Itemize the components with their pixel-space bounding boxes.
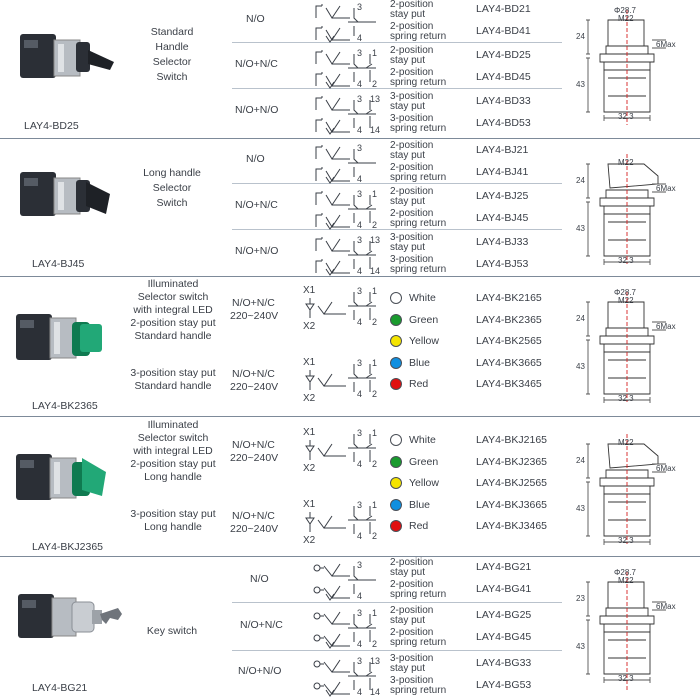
dim-diameter: Φ28.7 bbox=[614, 568, 636, 577]
model-number[interactable]: LAY4-BKJ3665 bbox=[476, 498, 548, 511]
terminal-number: 4 bbox=[357, 687, 363, 697]
contact-type: N/O+N/C bbox=[235, 199, 278, 211]
voltage: 220~240V bbox=[230, 452, 279, 464]
dim-diameter: Φ28.7 bbox=[614, 288, 636, 297]
dim-width: 32.3 bbox=[618, 674, 634, 683]
dim-width: 32.3 bbox=[618, 256, 634, 265]
description-line: Key switch bbox=[146, 625, 198, 637]
terminal-number: 3 bbox=[357, 189, 363, 199]
model-number[interactable]: LAY4-BJ33 bbox=[476, 236, 529, 248]
contact-type: N/O+N/C bbox=[232, 510, 275, 522]
description-line: Standard handle bbox=[134, 330, 212, 342]
dimension-drawing bbox=[574, 148, 694, 268]
led-color-swatch bbox=[390, 335, 402, 347]
contact-type: N/O+N/C bbox=[232, 439, 275, 451]
led-color-swatch bbox=[390, 292, 402, 304]
contact-type: N/O+N/C bbox=[232, 297, 275, 309]
dim-height-head: 24 bbox=[576, 314, 585, 323]
contact-diagram bbox=[346, 145, 380, 181]
terminal-number: 4 bbox=[357, 33, 363, 43]
dimension-drawing bbox=[574, 566, 694, 694]
illuminated-long-handle-selector-image bbox=[12, 432, 112, 532]
terminal-x2: X2 bbox=[303, 463, 316, 474]
led-color-swatch bbox=[390, 477, 402, 489]
position-type: stay put bbox=[390, 55, 426, 66]
position-type: stay put bbox=[390, 567, 426, 578]
terminal-number: 13 bbox=[370, 235, 381, 245]
dim-height-body: 43 bbox=[576, 224, 585, 233]
section-divider bbox=[0, 138, 700, 139]
position-type: stay put bbox=[390, 101, 426, 112]
dim-height-head: 24 bbox=[576, 176, 585, 185]
position-type: 2-position bbox=[390, 208, 434, 219]
description-line: Selector bbox=[152, 56, 192, 68]
position-type: spring return bbox=[390, 264, 447, 275]
terminal-number: 2 bbox=[372, 220, 378, 230]
dim-height-head: 24 bbox=[576, 456, 585, 465]
contact-type: N/O+N/O bbox=[238, 665, 282, 677]
position-type: stay put bbox=[390, 150, 426, 161]
terminal-number: 3 bbox=[357, 656, 363, 666]
terminal-x1: X1 bbox=[303, 427, 316, 438]
dim-width: 32.3 bbox=[618, 112, 634, 121]
terminal-number: 1 bbox=[372, 286, 378, 296]
description-line: Long handle bbox=[144, 521, 202, 533]
terminal-number: 13 bbox=[370, 656, 381, 666]
contact-type: N/O+N/C bbox=[235, 58, 278, 70]
dim-height-body: 43 bbox=[576, 362, 585, 371]
led-color-label: Red bbox=[409, 520, 429, 532]
terminal-number: 2 bbox=[372, 531, 378, 541]
dim-height-head: 23 bbox=[576, 594, 585, 603]
position-type: 2-position bbox=[390, 67, 434, 78]
standard-selector-switch-image bbox=[14, 12, 114, 107]
led-color-label: Green bbox=[409, 313, 439, 326]
position-type: spring return bbox=[390, 685, 447, 696]
led-color-label: Green bbox=[409, 455, 439, 468]
model-number[interactable]: LAY4-BKJ2365 bbox=[476, 455, 548, 468]
voltage: 220~240V bbox=[230, 381, 279, 393]
contact-type: N/O bbox=[246, 13, 265, 25]
led-color-label: White bbox=[409, 434, 436, 446]
dim-height-body: 43 bbox=[576, 80, 585, 89]
description-line: with integral LED bbox=[133, 445, 213, 457]
model-number[interactable]: LAY4-BJ45 bbox=[476, 212, 529, 224]
model-number[interactable]: LAY4-BKJ2565 bbox=[476, 477, 548, 489]
model-number[interactable]: LAY4-BK3465 bbox=[476, 378, 542, 390]
model-number[interactable]: LAY4-BG33 bbox=[476, 657, 532, 669]
model-number[interactable]: LAY4-BD41 bbox=[476, 25, 531, 37]
product-code: LAY4-BG21 bbox=[32, 682, 88, 694]
position-type: spring return bbox=[390, 77, 447, 88]
position-type: spring return bbox=[390, 218, 447, 229]
model-number[interactable]: LAY4-BJ41 bbox=[476, 166, 529, 178]
terminal-x1: X1 bbox=[303, 499, 316, 510]
terminal-number: 4 bbox=[357, 459, 363, 469]
dim-thread: M22 bbox=[618, 438, 634, 447]
position-type: 2-position bbox=[390, 21, 434, 32]
position-type: 2-position bbox=[390, 627, 434, 638]
position-type: 3-position bbox=[390, 113, 434, 124]
position-type: 2-position bbox=[390, 605, 434, 616]
description-line: 2-position stay put bbox=[130, 317, 216, 329]
position-type: stay put bbox=[390, 663, 426, 674]
led-color-swatch bbox=[390, 499, 402, 511]
model-number[interactable]: LAY4-BD45 bbox=[476, 71, 531, 83]
model-number[interactable]: LAY4-BJ53 bbox=[476, 258, 529, 270]
terminal-x2: X2 bbox=[303, 393, 316, 404]
position-type: stay put bbox=[390, 615, 426, 626]
led-color-swatch bbox=[390, 314, 402, 326]
terminal-number: 1 bbox=[372, 500, 378, 510]
dim-thread: M22 bbox=[618, 296, 634, 305]
led-color-swatch bbox=[390, 378, 402, 390]
dim-panel-max: 6Max bbox=[656, 464, 676, 473]
led-color-label: Blue bbox=[409, 356, 431, 369]
terminal-number: 4 bbox=[357, 531, 363, 541]
terminal-number: 4 bbox=[357, 125, 363, 135]
description-line: 3-position stay put bbox=[130, 508, 216, 520]
product-code: LAY4-BD25 bbox=[24, 120, 79, 132]
terminal-number: 3 bbox=[357, 428, 363, 438]
terminal-number: 2 bbox=[372, 79, 378, 89]
position-type: stay put bbox=[390, 242, 426, 253]
terminal-number: 3 bbox=[357, 560, 363, 570]
position-type: 2-position bbox=[390, 0, 434, 10]
dim-width: 32.3 bbox=[618, 394, 634, 403]
position-type: 3-position bbox=[390, 653, 434, 664]
product-code: LAY4-BK2365 bbox=[32, 400, 98, 412]
terminal-number: 3 bbox=[357, 2, 363, 12]
position-type: 3-position bbox=[390, 91, 434, 102]
position-type: 3-position bbox=[390, 232, 434, 243]
terminal-number: 14 bbox=[370, 687, 381, 697]
contact-type: N/O+N/C bbox=[240, 619, 283, 631]
model-number[interactable]: LAY4-BD53 bbox=[476, 117, 531, 129]
dim-diameter: Φ28.7 bbox=[614, 6, 636, 15]
position-type: stay put bbox=[390, 9, 426, 20]
contact-type: N/O bbox=[246, 153, 265, 165]
model-number[interactable]: LAY4-BG53 bbox=[476, 679, 532, 691]
terminal-number: 3 bbox=[357, 286, 363, 296]
dim-thread: M22 bbox=[618, 576, 634, 585]
terminal-number: 3 bbox=[357, 94, 363, 104]
contact-type: N/O+N/O bbox=[235, 245, 279, 257]
position-type: 3-position bbox=[390, 254, 434, 265]
illuminated-selector-switch-image bbox=[12, 292, 112, 392]
model-number[interactable]: LAY4-BK2165 bbox=[476, 292, 542, 304]
contact-type: N/O+N/O bbox=[235, 104, 279, 116]
description-line: Long handle bbox=[143, 167, 201, 179]
terminal-number: 3 bbox=[357, 143, 363, 153]
terminal-x2: X2 bbox=[303, 321, 316, 332]
dim-thread: M22 bbox=[618, 14, 634, 23]
led-color-label: Blue bbox=[409, 498, 431, 511]
terminal-number: 2 bbox=[372, 459, 378, 469]
voltage: 220~240V bbox=[230, 310, 279, 322]
model-number[interactable]: LAY4-BJ25 bbox=[476, 190, 529, 202]
terminal-number: 3 bbox=[357, 235, 363, 245]
position-type: spring return bbox=[390, 172, 447, 183]
model-number[interactable]: LAY4-BJ21 bbox=[476, 144, 529, 156]
position-type: stay put bbox=[390, 196, 426, 207]
led-color-label: Red bbox=[409, 378, 429, 390]
terminal-number: 2 bbox=[372, 639, 378, 649]
terminal-x1: X1 bbox=[303, 357, 316, 368]
position-type: spring return bbox=[390, 589, 447, 600]
terminal-number: 14 bbox=[370, 266, 381, 276]
position-type: 3-position bbox=[390, 675, 434, 686]
long-handle-selector-switch-image bbox=[14, 152, 114, 247]
led-color-label: Yellow bbox=[409, 335, 439, 347]
terminal-number: 4 bbox=[357, 389, 363, 399]
model-number[interactable]: LAY4-BG25 bbox=[476, 609, 532, 621]
description-line: Illuminated bbox=[147, 278, 199, 290]
terminal-number: 4 bbox=[357, 79, 363, 89]
dimension-drawing bbox=[574, 286, 694, 406]
terminal-number: 2 bbox=[372, 389, 378, 399]
model-number[interactable]: LAY4-BKJ2165 bbox=[476, 434, 548, 446]
model-number[interactable]: LAY4-BKJ3465 bbox=[476, 520, 548, 532]
terminal-number: 4 bbox=[357, 317, 363, 327]
description-line: Standard bbox=[150, 26, 194, 38]
terminal-number: 3 bbox=[357, 608, 363, 618]
terminal-number: 14 bbox=[370, 125, 381, 135]
terminal-number: 13 bbox=[370, 94, 381, 104]
terminal-number: 1 bbox=[372, 608, 378, 618]
description-line: Switch bbox=[156, 71, 188, 83]
model-number[interactable]: LAY4-BK3665 bbox=[476, 356, 542, 369]
model-number[interactable]: LAY4-BD21 bbox=[476, 3, 531, 15]
dim-panel-max: 6Max bbox=[656, 602, 676, 611]
description-line: Handle bbox=[155, 41, 189, 53]
model-number[interactable]: LAY4-BG41 bbox=[476, 583, 532, 595]
key-switch-image bbox=[14, 578, 124, 668]
position-type: 2-position bbox=[390, 140, 434, 151]
model-number[interactable]: LAY4-BK2365 bbox=[476, 313, 542, 326]
dim-panel-max: 6Max bbox=[656, 40, 676, 49]
dim-height-body: 43 bbox=[576, 504, 585, 513]
terminal-number: 4 bbox=[357, 220, 363, 230]
terminal-number: 4 bbox=[357, 591, 363, 601]
position-type: 2-position bbox=[390, 557, 434, 568]
terminal-number: 4 bbox=[357, 266, 363, 276]
model-number[interactable]: LAY4-BG21 bbox=[476, 561, 532, 573]
position-type: 2-position bbox=[390, 186, 434, 197]
model-number[interactable]: LAY4-BD33 bbox=[476, 95, 531, 107]
contact-type: N/O bbox=[250, 573, 269, 585]
model-number[interactable]: LAY4-BD25 bbox=[476, 49, 531, 61]
position-type: spring return bbox=[390, 123, 447, 134]
section-divider bbox=[0, 556, 700, 557]
dim-height-head: 24 bbox=[576, 32, 585, 41]
position-type: spring return bbox=[390, 31, 447, 42]
position-type: 2-position bbox=[390, 162, 434, 173]
description-line: with integral LED bbox=[133, 304, 213, 316]
contact-diagram bbox=[346, 4, 380, 40]
product-code: LAY4-BKJ2365 bbox=[32, 541, 104, 553]
position-type: 2-position bbox=[390, 579, 434, 590]
voltage: 220~240V bbox=[230, 523, 279, 535]
description-line: 2-position stay put bbox=[130, 458, 216, 470]
terminal-x2: X2 bbox=[303, 535, 316, 546]
dimension-drawing bbox=[574, 4, 694, 129]
position-type: 2-position bbox=[390, 45, 434, 56]
description-line: Selector bbox=[152, 182, 192, 194]
led-color-swatch bbox=[390, 520, 402, 532]
led-color-swatch bbox=[390, 357, 402, 369]
dim-width: 32.3 bbox=[618, 536, 634, 545]
terminal-number: 2 bbox=[372, 317, 378, 327]
terminal-number: 4 bbox=[357, 639, 363, 649]
terminal-number: 4 bbox=[357, 174, 363, 184]
dim-height-body: 43 bbox=[576, 642, 585, 651]
product-code: LAY4-BJ45 bbox=[32, 258, 85, 270]
led-color-label: Yellow bbox=[409, 477, 439, 489]
led-color-label: White bbox=[409, 292, 436, 304]
dim-thread: M22 bbox=[618, 158, 634, 167]
description-line: Switch bbox=[156, 197, 188, 209]
terminal-number: 3 bbox=[357, 500, 363, 510]
position-type: spring return bbox=[390, 637, 447, 648]
description-line: Long handle bbox=[144, 471, 202, 483]
description-line: 3-position stay put bbox=[130, 367, 216, 379]
model-number[interactable]: LAY4-BG45 bbox=[476, 631, 532, 643]
dim-panel-max: 6Max bbox=[656, 322, 676, 331]
contact-type: N/O+N/C bbox=[232, 368, 275, 380]
led-color-swatch bbox=[390, 456, 402, 468]
description-line: Standard handle bbox=[134, 380, 212, 392]
terminal-number: 3 bbox=[357, 358, 363, 368]
description-line: Illuminated bbox=[147, 419, 199, 431]
terminal-number: 1 bbox=[372, 48, 378, 58]
section-divider bbox=[0, 416, 700, 417]
description-line: Selector switch bbox=[137, 291, 209, 303]
terminal-number: 1 bbox=[372, 358, 378, 368]
description-line: Selector switch bbox=[137, 432, 209, 444]
dimension-drawing bbox=[574, 428, 694, 548]
terminal-number: 3 bbox=[357, 48, 363, 58]
terminal-number: 1 bbox=[372, 189, 378, 199]
contact-diagram bbox=[346, 562, 380, 598]
led-color-swatch bbox=[390, 434, 402, 446]
model-number[interactable]: LAY4-BK2565 bbox=[476, 335, 542, 347]
terminal-x1: X1 bbox=[303, 285, 316, 296]
terminal-number: 1 bbox=[372, 428, 378, 438]
dim-panel-max: 6Max bbox=[656, 184, 676, 193]
